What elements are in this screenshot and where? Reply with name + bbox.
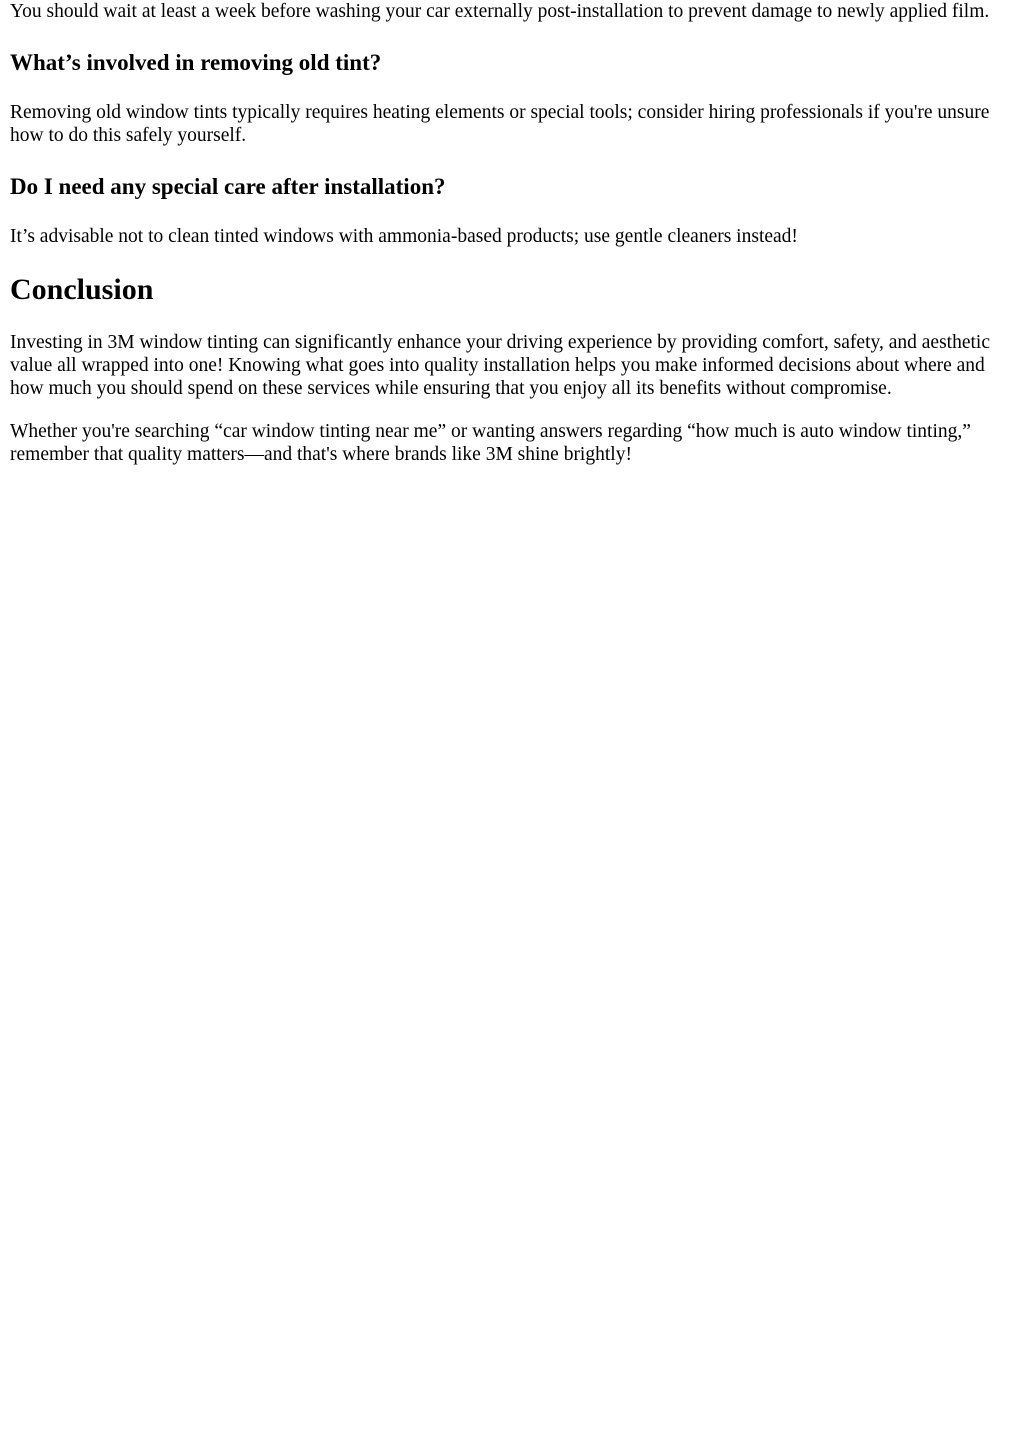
faq-answer-removing-tint: Removing old window tints typically requires heating elements or special tools; consider hiring professionals if you're unsure how to do this safely yourself. (10, 102, 990, 146)
conclusion-paragraph-2: Whether you're searching “car window tinting near me” or wanting answers regarding “how much is auto window tinting,” remember that quality matters—and that's where brands like 3M shine brightly! (10, 421, 971, 465)
article-body (0, 0, 1024, 466)
conclusion-paragraph-1: Investing in 3M window tinting can significantly enhance your driving experience by providing comfort, safety, and aesthetic value all wrapped into one! Knowing what goes into quality installation helps you make informed decisions about where and how much you should spend on these services while ensuring that you enjoy all its benefits without compromise. (10, 332, 990, 399)
faq-answer-special-care: It’s advisable not to clean tinted windows with ammonia-based products; use gentle cleaners instead! (10, 226, 798, 247)
conclusion-heading: Conclusion (10, 273, 154, 306)
faq-question-removing-tint: What’s involved in removing old tint? (10, 50, 382, 75)
faq-question-special-care: Do I need any special care after installation? (10, 174, 446, 199)
faq-answer-washing: You should wait at least a week before washing your car externally post-installation to prevent damage to newly applied film. (10, 1, 990, 22)
